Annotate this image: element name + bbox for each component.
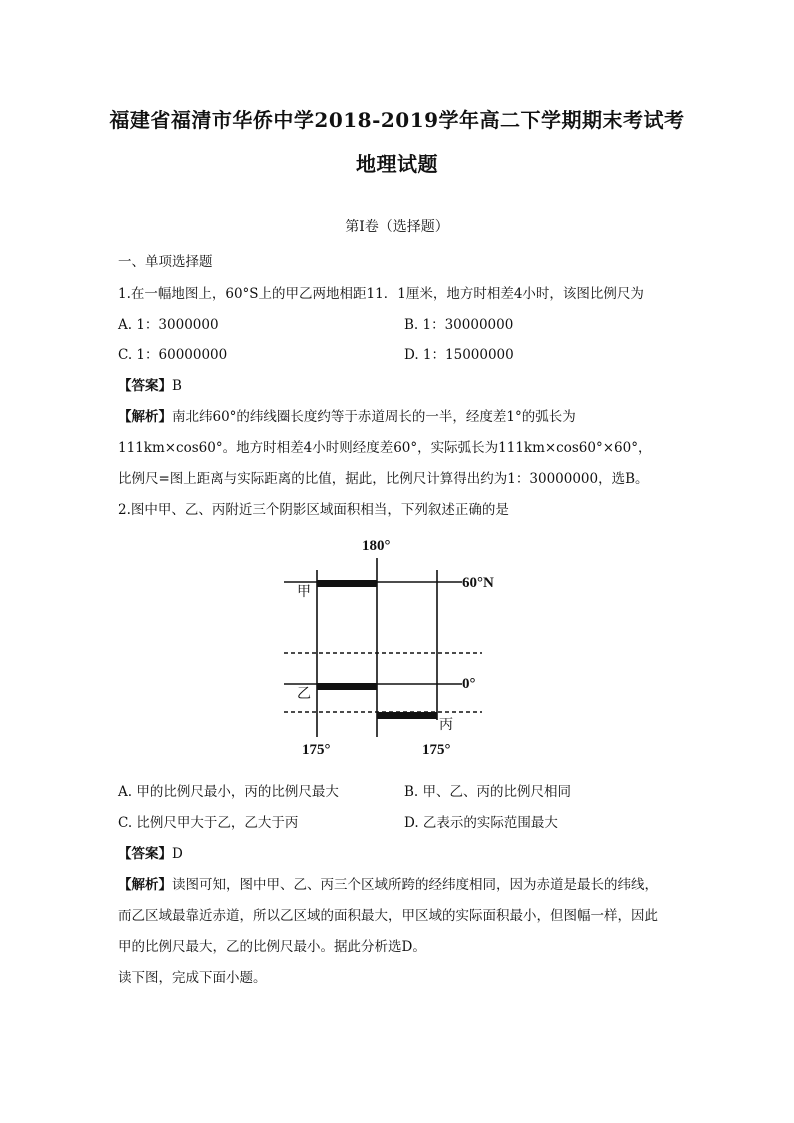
latitude-longitude-diagram: [282, 530, 512, 762]
q1-option-d: D. 1：15000000: [404, 347, 514, 363]
q2-answer-label: 【答案】: [118, 846, 172, 862]
document-subtitle: 地理试题: [356, 152, 438, 176]
q1-answer: [118, 374, 182, 394]
q2-analysis-line-1: [118, 873, 658, 893]
q2-option-a: A. 甲的比例尺最小，丙的比例尺最大: [118, 784, 339, 800]
q2-option-b: B. 甲、乙、丙的比例尺相同: [404, 784, 572, 800]
q2-analysis-text-1: 读图可知，图中甲、乙、丙三个区域所跨的经纬度相同，因为赤道是最长的纬线，: [172, 877, 658, 893]
label-yi: 乙: [297, 686, 311, 702]
q2-option-c: C. 比例尺甲大于乙，乙大于丙: [118, 815, 299, 831]
q2-map-figure: [282, 530, 512, 762]
shaded-region-bing: [377, 712, 437, 719]
q2-analysis-line-2: 而乙区域最靠近赤道，所以乙区域的面积最大，甲区域的实际面积最小，但图幅一样，因此: [118, 908, 658, 924]
q1-option-a: A. 1：3000000: [118, 317, 219, 333]
q2-answer-value: D: [172, 846, 183, 862]
q1-option-c: C. 1：60000000: [118, 347, 228, 363]
q1-analysis-label: 【解析】: [118, 409, 172, 425]
q1-option-b: B. 1：30000000: [404, 317, 514, 333]
volume-heading: 第Ⅰ卷（选择题）: [345, 219, 449, 235]
q2-analysis-line-3: 甲的比例尺最大，乙的比例尺最小。据此分析选D。: [118, 939, 426, 955]
label-lon-bottom-right: 175°: [422, 742, 451, 758]
label-lat-60n: 60°N: [462, 575, 494, 591]
q1-answer-value: B: [172, 378, 182, 394]
label-lat-0: 0°: [462, 676, 476, 692]
q2-option-d: D. 乙表示的实际范围最大: [404, 815, 558, 831]
q1-stem: 1.在一幅地图上，60°S上的甲乙两地相距11．1厘米，地方时相差4小时，该图比例尺为: [118, 286, 644, 302]
label-top-lon: 180°: [362, 538, 391, 554]
label-bing: 丙: [439, 717, 453, 733]
q2-answer: [118, 842, 183, 862]
q2-analysis-label: 【解析】: [118, 877, 172, 893]
shaded-region-yi: [317, 683, 377, 690]
label-jia: 甲: [297, 584, 311, 600]
q1-answer-label: 【答案】: [118, 378, 172, 394]
label-lon-bottom-left: 175°: [302, 742, 331, 758]
q2-stem: 2.图中甲、乙、丙附近三个阴影区域面积相当，下列叙述正确的是: [118, 502, 509, 518]
document-title: 福建省福清市华侨中学2018-2019学年高二下学期期末考试考: [109, 108, 685, 132]
q1-analysis-line-3: 比例尺=图上距离与实际距离的比值，据此，比例尺计算得出约为1：30000000，选B。: [118, 471, 649, 487]
q1-analysis-line-2: 111km×cos60°。地方时相差4小时则经度差60°，实际弧长为111km×cos60°×60°，: [118, 440, 652, 456]
q1-analysis-line-1: [118, 405, 576, 425]
part-heading: 一、单项选择题: [118, 254, 213, 270]
q1-analysis-text-1: 南北纬60°的纬线圈长度约等于赤道周长的一半，经度差1°的弧长为: [172, 409, 576, 425]
next-section-prompt: 读下图，完成下面小题。: [118, 970, 267, 986]
shaded-region-jia: [317, 580, 377, 587]
